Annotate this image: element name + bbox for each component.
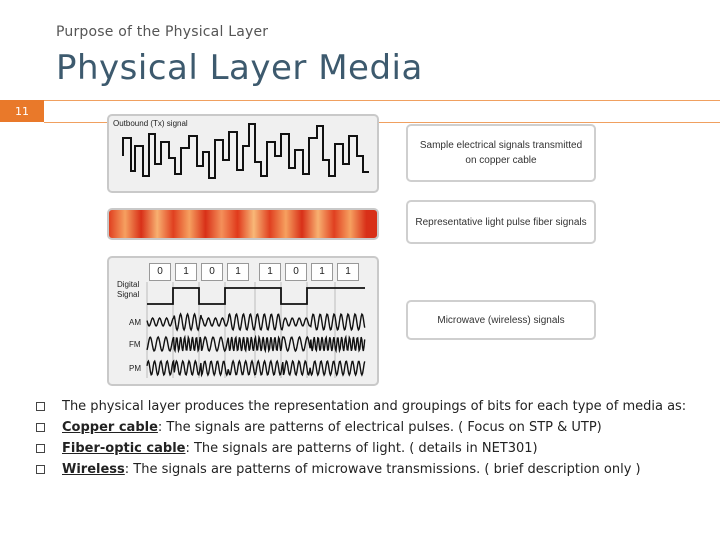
square-bullet-icon — [36, 465, 45, 474]
bit-cell: 1 — [311, 263, 333, 281]
slide-number: 11 — [15, 104, 29, 118]
bit-cell: 0 — [201, 263, 223, 281]
am-label: AM — [129, 318, 141, 327]
bullet-item — [36, 440, 696, 457]
slide-number-badge — [0, 100, 44, 122]
bit-cell: 1 — [337, 263, 359, 281]
bit-cell: 1 — [175, 263, 197, 281]
modulation-waveforms — [109, 258, 377, 384]
fm-label: FM — [129, 340, 141, 349]
bit-cell: 1 — [227, 263, 249, 281]
fiber-signal-panel — [107, 208, 379, 240]
copper-info-box: Sample electrical signals transmitted on copper cable — [406, 124, 596, 182]
bit-cell: 0 — [285, 263, 307, 281]
bullet-text: : The signals are patterns of microwave transmissions. ( brief description only ) — [124, 462, 641, 477]
pm-label: PM — [129, 364, 141, 373]
modulation-panel — [107, 256, 379, 386]
square-bullet-icon — [36, 423, 45, 432]
square-bullet-icon — [36, 444, 45, 453]
bullet-item — [36, 419, 696, 436]
bullet-term: Wireless — [62, 462, 125, 477]
bullet-item — [36, 398, 696, 415]
copper-signal-panel — [107, 114, 379, 193]
bullet-text: : The signals are patterns of electrical pulses. ( Focus on STP & UTP) — [157, 420, 602, 435]
digital-signal-label: Digital Signal — [117, 280, 140, 299]
page-title: Physical Layer Media — [56, 48, 423, 88]
copper-waveform — [109, 116, 377, 191]
bullet-term: Fiber-optic cable — [62, 441, 186, 456]
wireless-info-box: Microwave (wireless) signals — [406, 300, 596, 340]
fiber-info-box: Representative light pulse fiber signals — [406, 200, 596, 244]
bullet-item — [36, 461, 696, 478]
bullet-text: : The signals are patterns of light. ( details in NET301) — [185, 441, 538, 456]
square-bullet-icon — [36, 402, 45, 411]
bullet-list — [36, 398, 696, 482]
bullet-text: The physical layer produces the representation and groupings of bits for each type of media as: — [62, 399, 687, 414]
section-subtitle: Purpose of the Physical Layer — [56, 24, 269, 40]
bullet-term: Copper cable — [62, 420, 158, 435]
bit-cell: 0 — [149, 263, 171, 281]
bit-cell: 1 — [259, 263, 281, 281]
outbound-signal-label: Outbound (Tx) signal — [113, 119, 188, 128]
